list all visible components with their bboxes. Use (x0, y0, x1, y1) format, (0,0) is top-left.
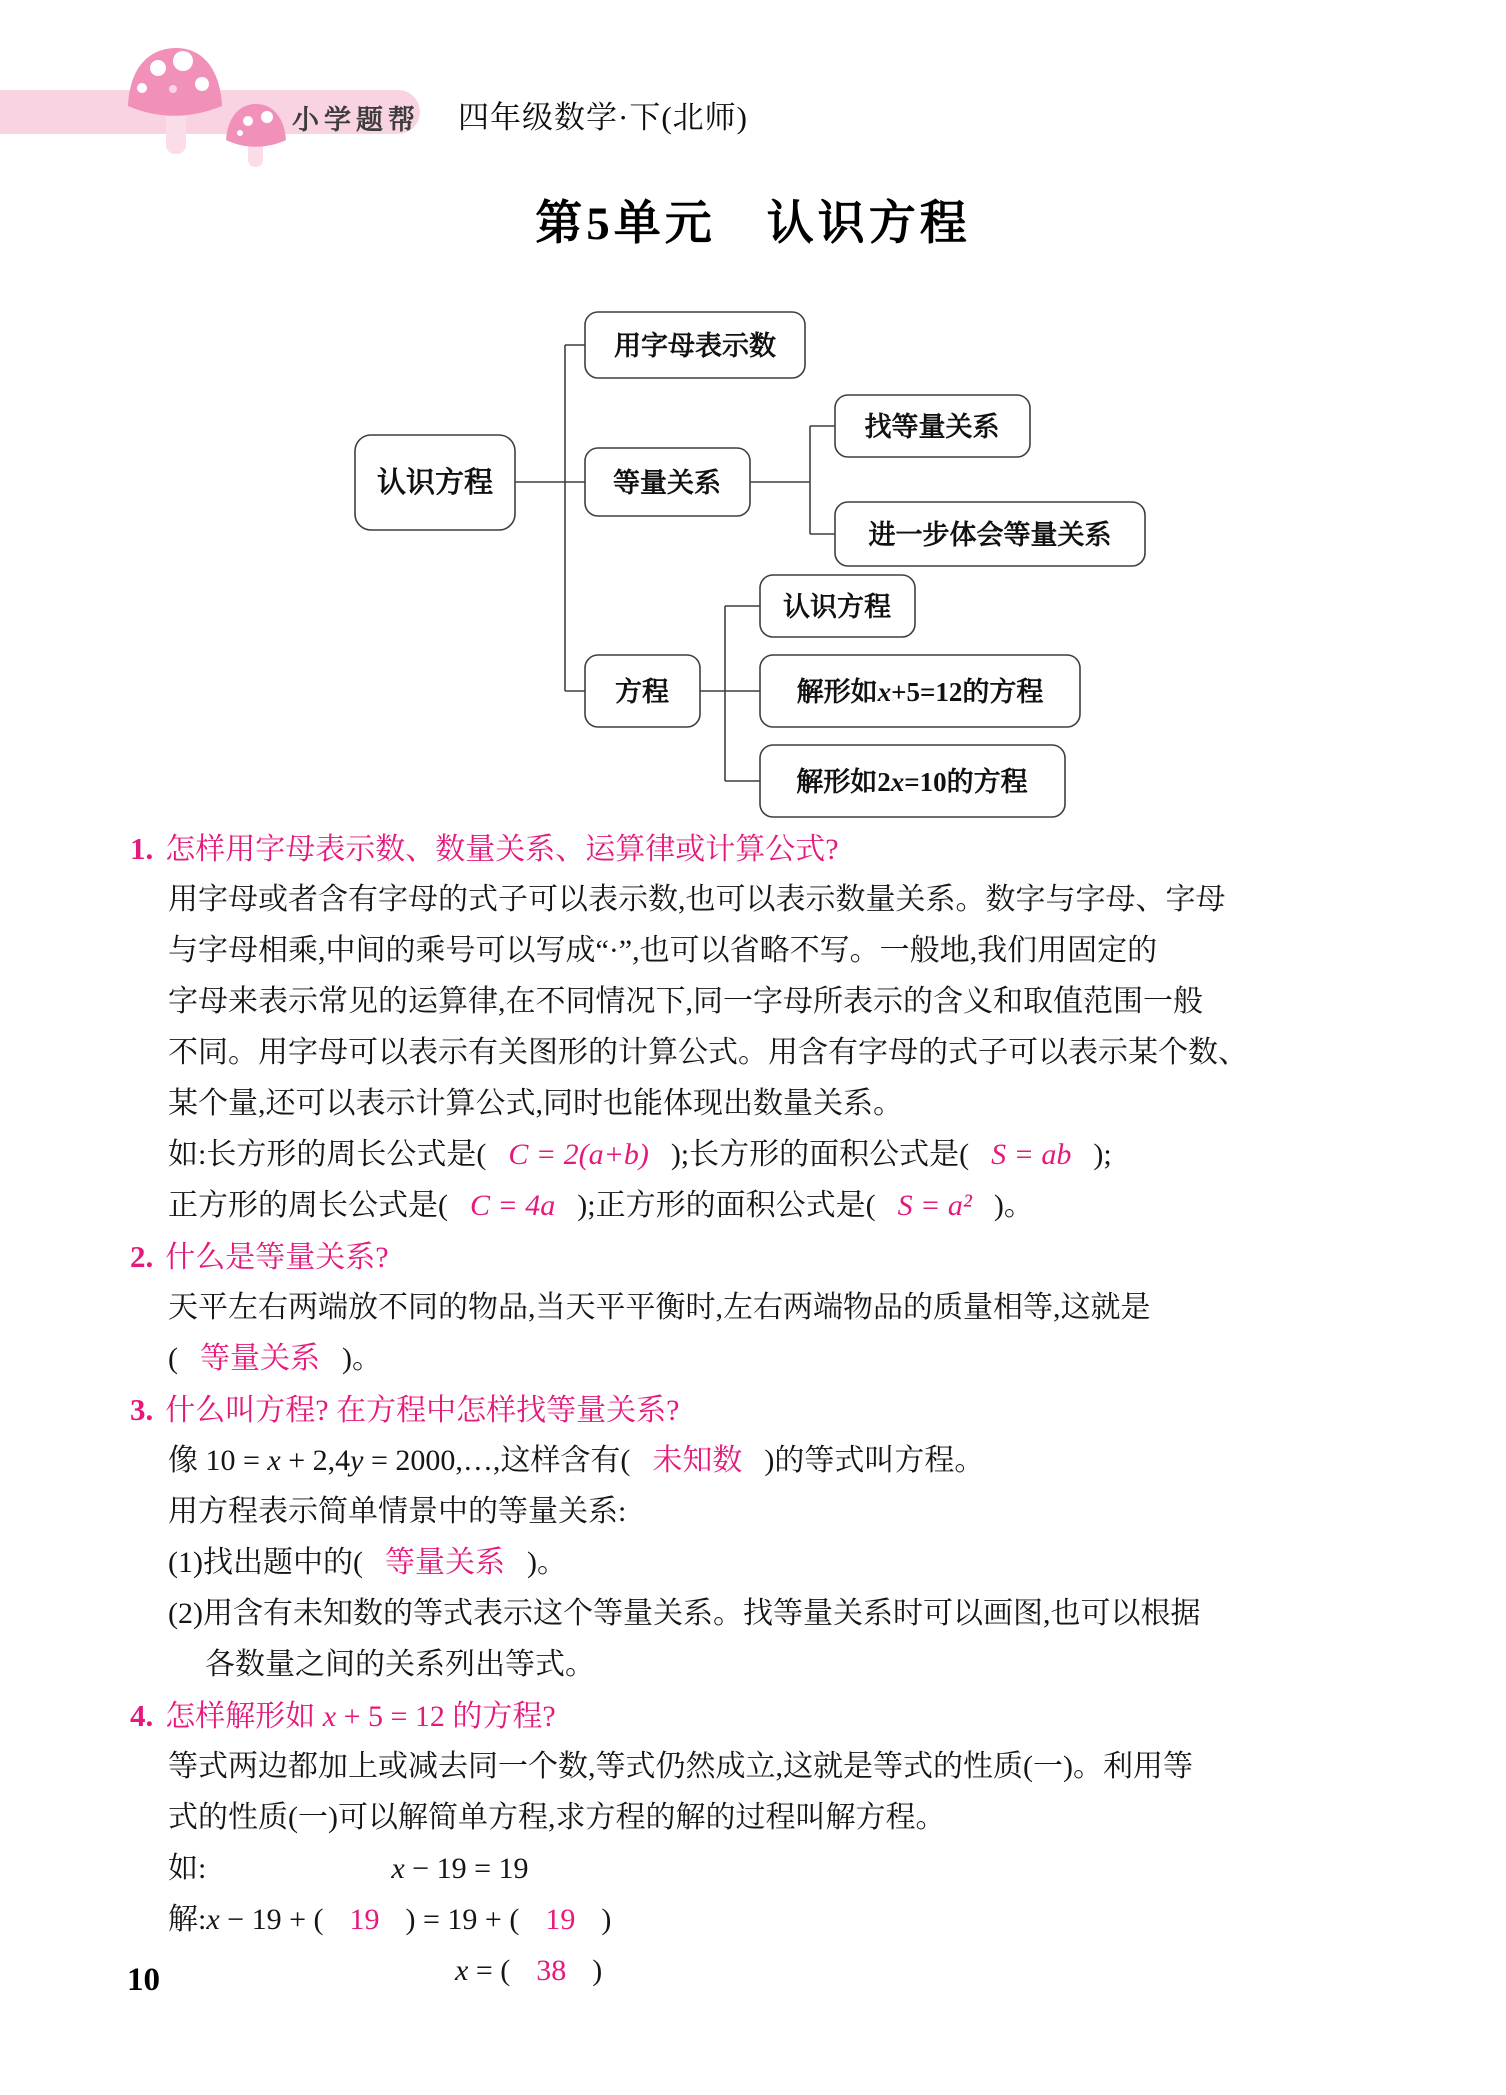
text-segment: = 2000,…,这样含有( (363, 1444, 631, 1477)
q3-heading (130, 1384, 1430, 1435)
diagram-node-letters-represent-numbers (585, 312, 805, 378)
q1-paragraph-line: 与字母相乘,中间的乘号可以写成“·”,也可以省略不写。一般地,我们用固定的 (168, 934, 1158, 967)
q3-step2-line: (2)用含有未知数的等式表示这个等量关系。找等量关系时可以画图,也可以根据 (168, 1597, 1201, 1630)
diagram-node-further-equality-relations (835, 502, 1145, 566)
page-number: 10 (127, 1962, 160, 1998)
math-variable: x (267, 1444, 281, 1477)
mushroom-icon (120, 42, 300, 167)
q3-paragraph-line: 用方程表示简单情景中的等量关系: (168, 1495, 627, 1528)
q4-paragraph-line: 式的性质(一)可以解简单方程,求方程的解的过程叫解方程。 (168, 1801, 946, 1834)
svg-text:解形如x+5=12的方程: 解形如x+5=12的方程 (796, 677, 1044, 707)
answer-blank: 未知数 (652, 1444, 743, 1477)
text-segment: ) (601, 1903, 612, 1936)
answer-blank: C = 4a (470, 1189, 556, 1222)
svg-text:认识方程: 认识方程 (376, 467, 494, 499)
text-segment: − 19 = 19 (404, 1852, 529, 1885)
text-segment: + 5 = 12 的方程? (336, 1700, 556, 1733)
text-segment: − 19 + ( (219, 1903, 324, 1936)
text-segment: 如:长方形的周长公式是( (168, 1138, 487, 1171)
q1-paragraph-line: 用字母或者含有字母的式子可以表示数,也可以表示数量关系。数字与字母、字母 (168, 883, 1226, 916)
text-segment: (1)找出题中的( (168, 1546, 363, 1579)
diagram-node-equality-relations (585, 448, 750, 516)
text-segment: )。 (526, 1546, 567, 1579)
svg-text:用字母表示数: 用字母表示数 (614, 331, 776, 361)
svg-text:找等量关系: 找等量关系 (864, 412, 1000, 442)
example-label: 如: (168, 1852, 207, 1885)
text-segment: 怎样解形如 (165, 1700, 323, 1733)
q3-step2-continued: 各数量之间的关系列出等式。 (205, 1648, 595, 1681)
q1-paragraph-line: 字母来表示常见的运算律,在不同情况下,同一字母所表示的含义和取值范围一般 (168, 985, 1203, 1018)
text-segment: );长方形的面积公式是( (670, 1138, 970, 1171)
q1-heading (130, 823, 1430, 874)
q4-result-line (130, 1945, 1430, 1996)
question-number: 2. (130, 1239, 154, 1274)
text-segment: ) (592, 1954, 603, 1987)
answer-blank: 等量关系 (384, 1546, 505, 1579)
question-number: 3. (130, 1392, 154, 1427)
q1-paragraph-line: 某个量,还可以表示计算公式,同时也能体现出数量关系。 (168, 1087, 903, 1120)
q4-paragraph-line: 等式两边都加上或减去同一个数,等式仍然成立,这就是等式的性质(一)。利用等 (168, 1750, 1193, 1783)
diagram-node-solve-x-plus-5 (760, 655, 1080, 727)
question-title (165, 1700, 555, 1733)
page-title: 第5单元 认识方程 (535, 198, 971, 250)
text-segment: 解: (168, 1903, 207, 1936)
q4-example-line (130, 1843, 1430, 1894)
edition-label: 四年级数学·下(北师) (458, 100, 748, 135)
text-segment: = ( (468, 1954, 511, 1987)
text-segment: ) = 19 + ( (405, 1903, 520, 1936)
text-segment: ( (168, 1342, 178, 1375)
math-variable: x (206, 1903, 220, 1936)
question-title: 怎样用字母表示数、数量关系、运算律或计算公式? (165, 833, 839, 866)
answer-blank: S = a² (897, 1189, 972, 1222)
q2-answer-line (130, 1333, 1430, 1384)
answer-blank: 19 (545, 1903, 576, 1936)
q2-heading (130, 1231, 1430, 1282)
math-variable: y (350, 1444, 364, 1477)
text-segment: 正方形的周长公式是( (168, 1189, 448, 1222)
question-title: 什么叫方程? 在方程中怎样找等量关系? (165, 1394, 680, 1427)
question-title: 什么是等量关系? (165, 1241, 389, 1274)
equation (391, 1852, 528, 1885)
diagram-node-understanding-equations (760, 575, 915, 637)
text-segment: )的等式叫方程。 (764, 1444, 985, 1477)
q1-paragraph-line: 不同。用字母可以表示有关图形的计算公式。用含有字母的式子可以表示某个数、 (168, 1036, 1248, 1069)
concept-map-diagram (270, 290, 1170, 830)
text-segment: + 2,4 (280, 1444, 351, 1477)
brand-label: 小学题帮 (292, 105, 420, 135)
answer-blank: C = 2(a+b) (508, 1138, 649, 1171)
diagram-node-solve-2x (760, 745, 1065, 817)
diagram-node-root (355, 435, 515, 530)
svg-text:等量关系: 等量关系 (613, 468, 721, 498)
q3-step1-line (130, 1537, 1430, 1588)
text-segment: 像 10 = (168, 1444, 268, 1477)
svg-text:进一步体会等量关系: 进一步体会等量关系 (868, 520, 1112, 550)
body-content (130, 823, 1430, 1996)
text-segment: )。 (993, 1189, 1034, 1222)
text-segment: )。 (342, 1342, 382, 1375)
svg-text:认识方程: 认识方程 (783, 592, 891, 622)
math-variable: x (391, 1852, 405, 1885)
math-variable: x (322, 1700, 337, 1733)
diagram-node-equations (585, 655, 700, 727)
q3-definition-line (130, 1435, 1430, 1486)
svg-text:方程: 方程 (615, 677, 669, 707)
svg-text:解形如2x=10的方程: 解形如2x=10的方程 (796, 767, 1028, 797)
math-variable: x (455, 1954, 469, 1987)
q4-heading (130, 1690, 1430, 1741)
q1-formula-line (130, 1180, 1430, 1231)
diagram-node-find-equality-relations (835, 395, 1030, 457)
question-number: 1. (130, 831, 154, 866)
question-number: 4. (130, 1698, 154, 1733)
q4-solution-line (130, 1894, 1430, 1945)
answer-blank: S = ab (991, 1138, 1072, 1171)
q1-formula-line (130, 1129, 1430, 1180)
answer-blank: 19 (349, 1903, 380, 1936)
answer-blank: 38 (536, 1954, 567, 1987)
answer-blank: 等量关系 (200, 1342, 320, 1375)
text-segment: ); (1093, 1138, 1112, 1171)
text-segment: );正方形的面积公式是( (577, 1189, 876, 1222)
q2-paragraph-line: 天平左右两端放不同的物品,当天平平衡时,左右两端物品的质量相等,这就是 (168, 1291, 1151, 1324)
